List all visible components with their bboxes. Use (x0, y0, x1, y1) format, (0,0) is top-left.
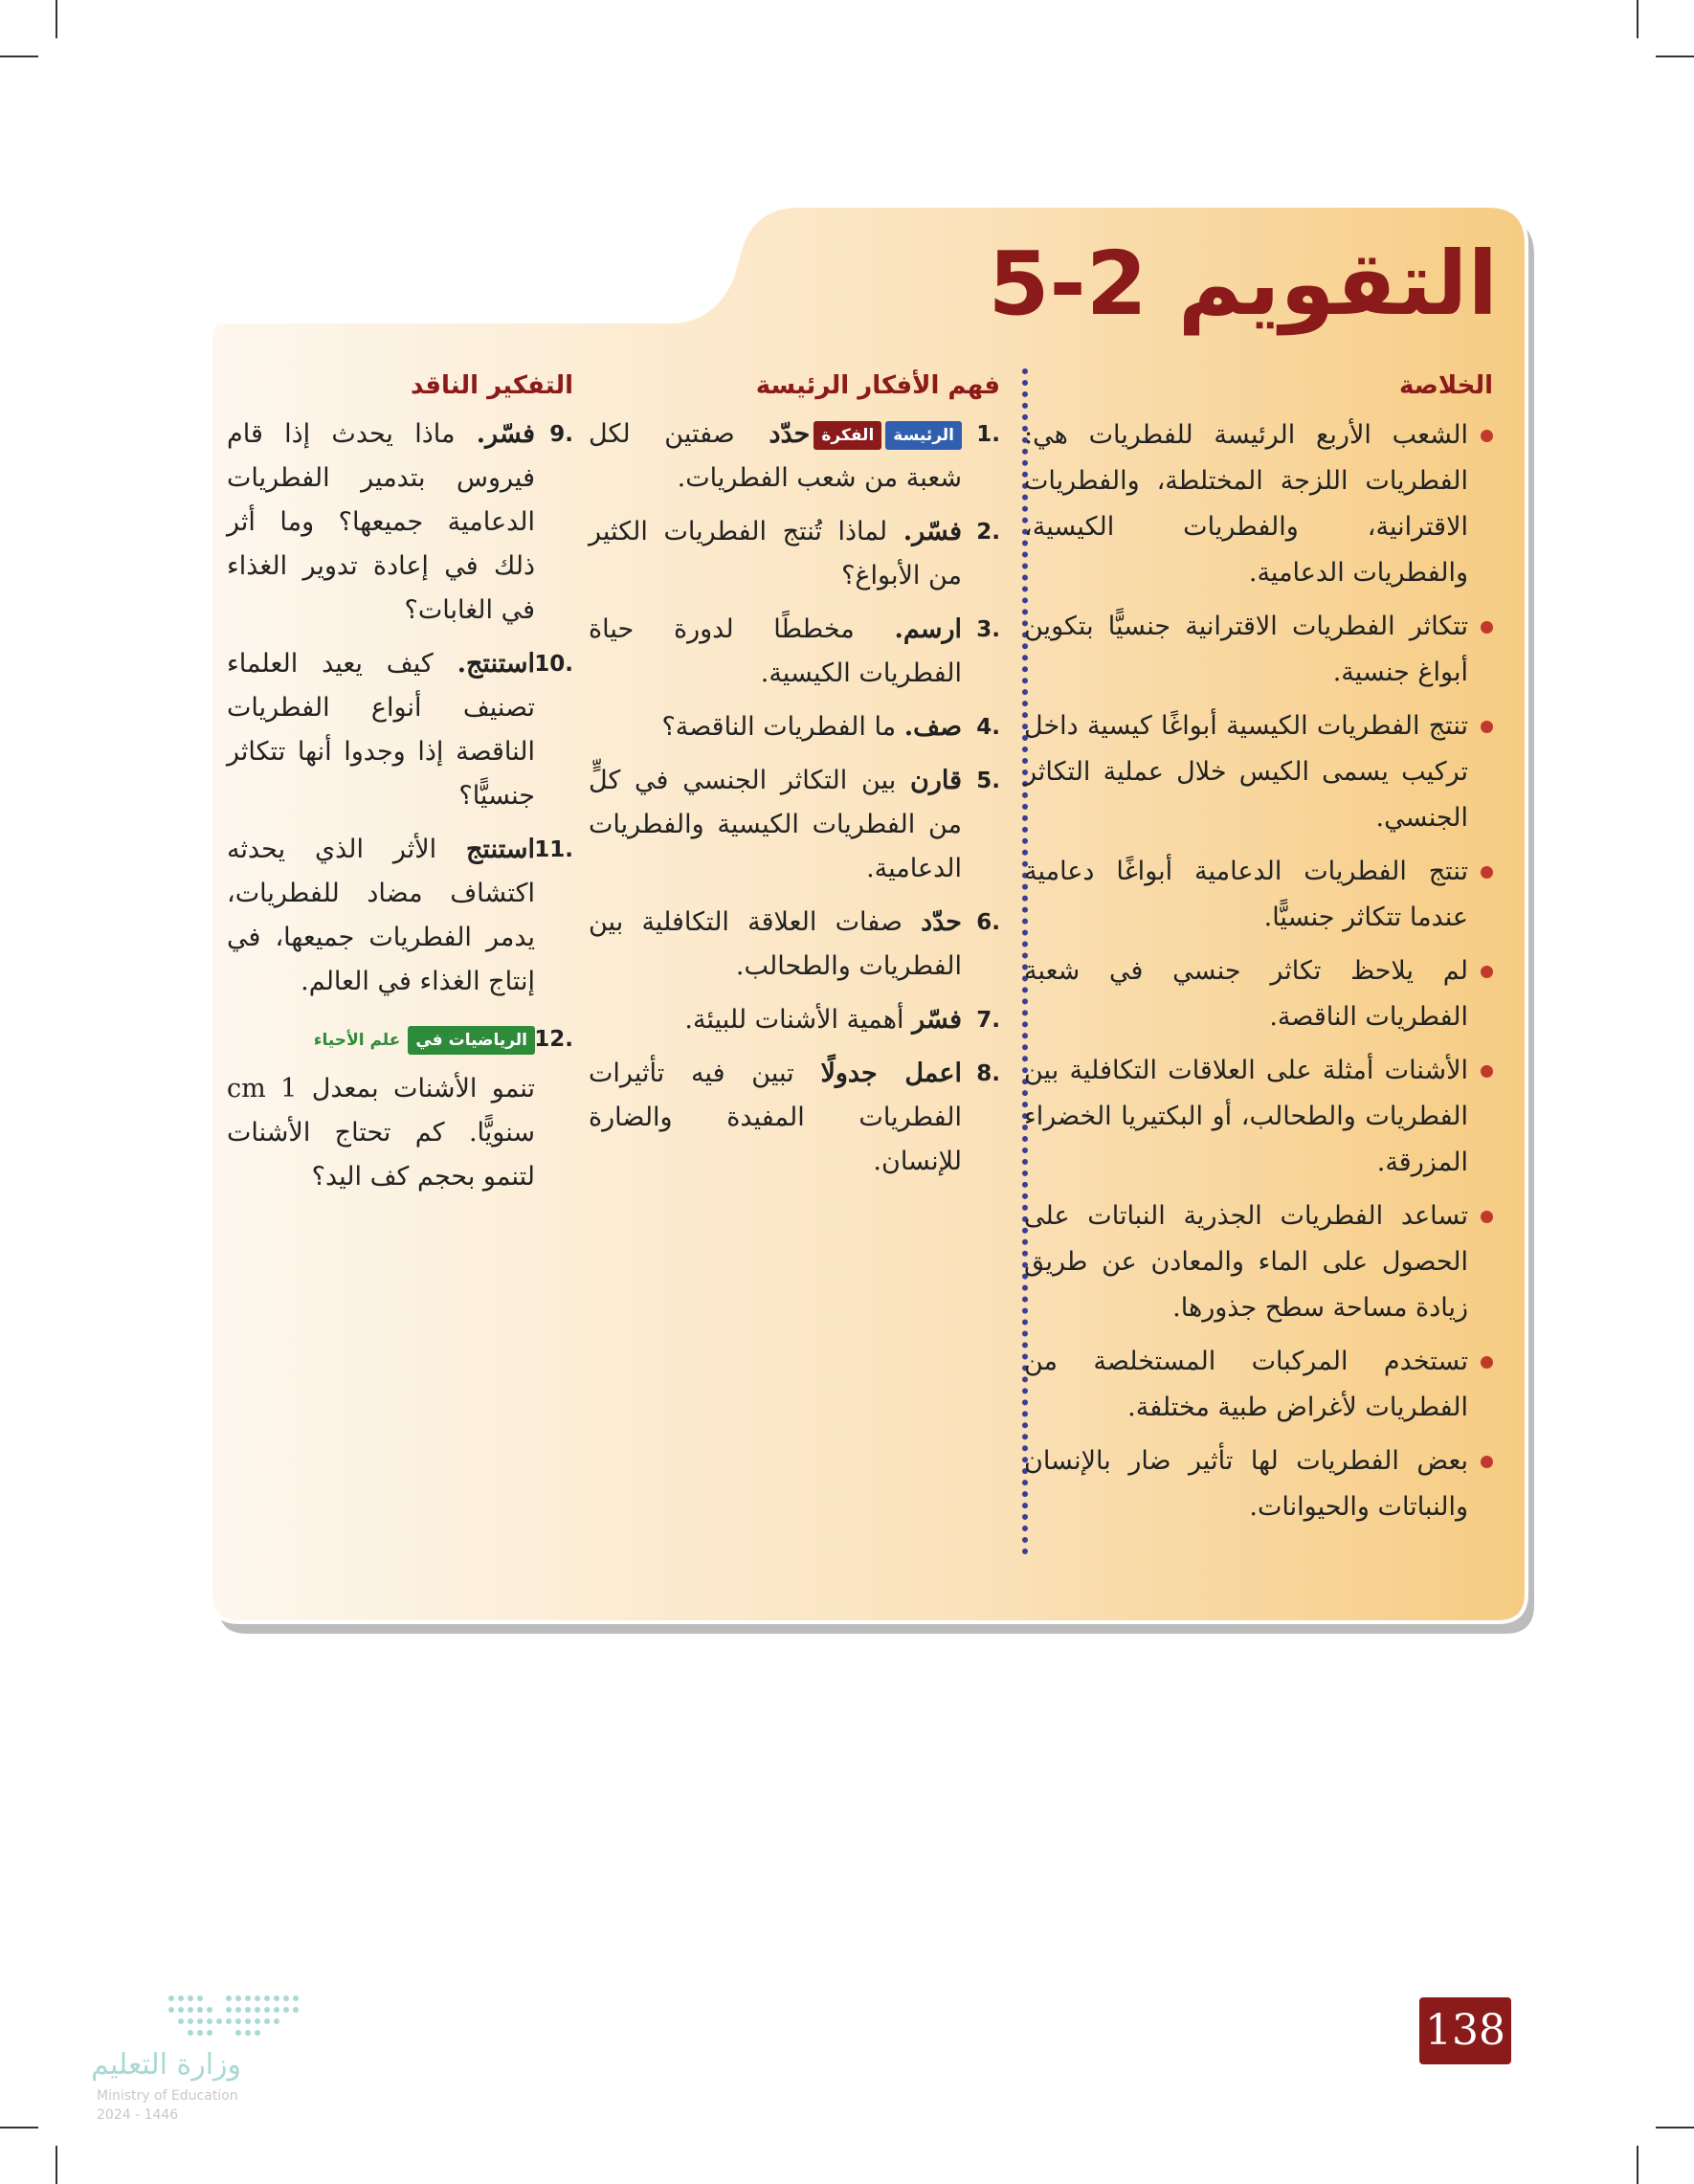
bullet-icon (1481, 966, 1493, 978)
question-item (227, 412, 573, 633)
summary-item (1024, 1048, 1493, 1186)
question-verb: استنتج (466, 835, 535, 864)
main-idea-badge: الرئيسة (885, 421, 962, 450)
bullet-icon (1481, 1356, 1493, 1369)
question-item (589, 412, 1000, 501)
main-ideas-column (589, 368, 1000, 1193)
question-number: 10. (534, 652, 573, 677)
bullet-icon (1481, 430, 1493, 442)
summary-item (1024, 849, 1493, 941)
question-item (589, 901, 1000, 989)
question-text: لماذا تُنتج الفطريات الكثير من الأبواغ؟ (589, 517, 962, 591)
question-number: 4. (976, 715, 1000, 740)
question-text: ما الفطريات الناقصة؟ (661, 712, 904, 742)
ministry-logo (91, 1991, 321, 2125)
question-text: صفتين لكل شعبة من شعب الفطريات. (589, 419, 962, 493)
summary-item (1024, 1339, 1493, 1431)
summary-text: تنتج الفطريات الدعامية أبواغًا دعامية عندما تتكاثر جنسيًّا. (1024, 857, 1468, 932)
page-title: التقويم 2-5 (988, 233, 1498, 335)
math-badge: الرياضيات في (408, 1026, 535, 1055)
question-number: 9. (549, 422, 573, 447)
question-item (227, 828, 573, 1004)
bullet-icon (1481, 1065, 1493, 1078)
question-number: 8. (976, 1061, 1000, 1086)
ministry-name-ar: وزارة التعليم (91, 2048, 242, 2082)
summary-text: تتكاثر الفطريات الاقترانية جنسيًّا بتكوين أبواغ جنسية. (1024, 612, 1468, 687)
math-question-text: تنمو الأشنات بمعدل 1 cm سنويًّا. كم تحتاج الأشنات لتنمو بحجم كف اليد؟ (227, 1074, 535, 1192)
summary-heading: الخلاصة (1398, 371, 1493, 400)
question-number: 6. (976, 910, 1000, 935)
question-verb: ارسم. (894, 614, 962, 644)
question-text: تبين فيه تأثيرات الفطريات المفيدة والضارة للإنسان. (589, 1059, 962, 1176)
summary-text: بعض الفطريات لها تأثير ضار بالإنسان والنباتات والحيوانات. (1024, 1446, 1468, 1522)
question-text: كيف يعيد العلماء تصنيف أنواع الفطريات الناقصة إذا وجدوا أنها تتكاثر جنسيًّا؟ (227, 649, 535, 811)
ministry-year: 2024 - 1446 (97, 2107, 179, 2123)
question-item (589, 608, 1000, 696)
question-verb: فسّر. (476, 419, 535, 449)
question-text: صفات العلاقة التكافلية بين الفطريات والطحالب. (589, 907, 962, 981)
question-verb: حدّد (921, 907, 962, 937)
question-item (589, 759, 1000, 891)
summary-item (1024, 948, 1493, 1040)
page-number: 138 (1419, 1997, 1511, 2064)
logo-dots-icon (91, 1991, 321, 2048)
question-verb: قارن (910, 766, 962, 795)
summary-item (1024, 604, 1493, 696)
summary-text: تساعد الفطريات الجذرية النباتات على الحصول على الماء والمعادن عن طريق زيادة مساحة سطح جذورها. (1024, 1201, 1468, 1323)
question-item (589, 510, 1000, 598)
question-text: أهمية الأشنات للبيئة. (684, 1005, 913, 1035)
summary-item (1024, 1438, 1493, 1530)
question-item (227, 642, 573, 818)
question-verb: اعمل جدولًا (820, 1059, 962, 1088)
main-ideas-heading: فهم الأفكار الرئيسة (755, 371, 1000, 400)
question-text: ماذا يحدث إذا قام فيروس بتدمير الفطريات الدعامية جميعها؟ وما أثر ذلك في إعادة تدوير الغذاء في الغابات؟ (227, 419, 535, 625)
question-text: مخططًا لدورة حياة الفطريات الكيسية. (589, 614, 962, 688)
summary-item (1024, 412, 1493, 596)
question-text: بين التكاثر الجنسي في كلٍّ من الفطريات الكيسية والفطريات الدعامية. (589, 766, 962, 883)
question-number: 1. (976, 422, 1000, 447)
question-number: 7. (976, 1008, 1000, 1033)
bullet-icon (1481, 1456, 1493, 1468)
bullet-icon (1481, 721, 1493, 733)
math-question (227, 1017, 573, 1199)
question-number: 2. (976, 520, 1000, 545)
question-item (589, 1052, 1000, 1184)
question-verb: فسّر (912, 1005, 962, 1035)
bullet-icon (1481, 1211, 1493, 1223)
summary-text: تنتج الفطريات الكيسية أبواغًا كيسية داخل تركيب يسمى الكيس خلال عملية التكاثر الجنسي. (1024, 711, 1468, 833)
main-idea-badge: الفكرة (814, 421, 881, 450)
question-number: 11. (534, 837, 573, 862)
critical-heading: التفكير الناقد (410, 371, 573, 400)
summary-item (1024, 703, 1493, 841)
question-text: الأثر الذي يحدثه اكتشاف مضاد للفطريات، يدمر الفطريات جميعها، في إنتاج الغذاء في العالم. (227, 835, 535, 996)
bullet-icon (1481, 866, 1493, 879)
question-verb: حدّد (769, 419, 811, 449)
bullet-icon (1481, 621, 1493, 634)
summary-item (1024, 1193, 1493, 1331)
ministry-name-en: Ministry of Education (97, 2088, 238, 2104)
summary-text: لم يلاحظ تكاثر جنسي في شعبة الفطريات الناقصة. (1024, 956, 1468, 1032)
biology-badge: علم الأحياء (313, 1030, 401, 1050)
question-number: 5. (976, 769, 1000, 793)
summary-column (1024, 368, 1493, 1538)
question-item (589, 705, 1000, 749)
question-item (589, 998, 1000, 1042)
summary-text: تستخدم المركبات المستخلصة من الفطريات لأغراض طبية مختلفة. (1024, 1347, 1468, 1422)
question-verb: استنتج. (457, 649, 535, 679)
question-verb: صف. (903, 712, 962, 742)
question-number: 3. (976, 617, 1000, 642)
critical-thinking-column (227, 368, 573, 1209)
summary-text: الأشنات أمثلة على العلاقات التكافلية بين الفطريات والطحالب، أو البكتيريا الخضراء المزرقة. (1024, 1056, 1468, 1177)
question-verb: فسّر. (903, 517, 962, 546)
summary-text: الشعب الأربع الرئيسة للفطريات هي: الفطريات اللزجة المختلطة، والفطريات الاقترانية، والفطريات الكيسية، والفطريات الدعامية. (1024, 420, 1468, 588)
question-number: 12. (534, 1027, 573, 1052)
